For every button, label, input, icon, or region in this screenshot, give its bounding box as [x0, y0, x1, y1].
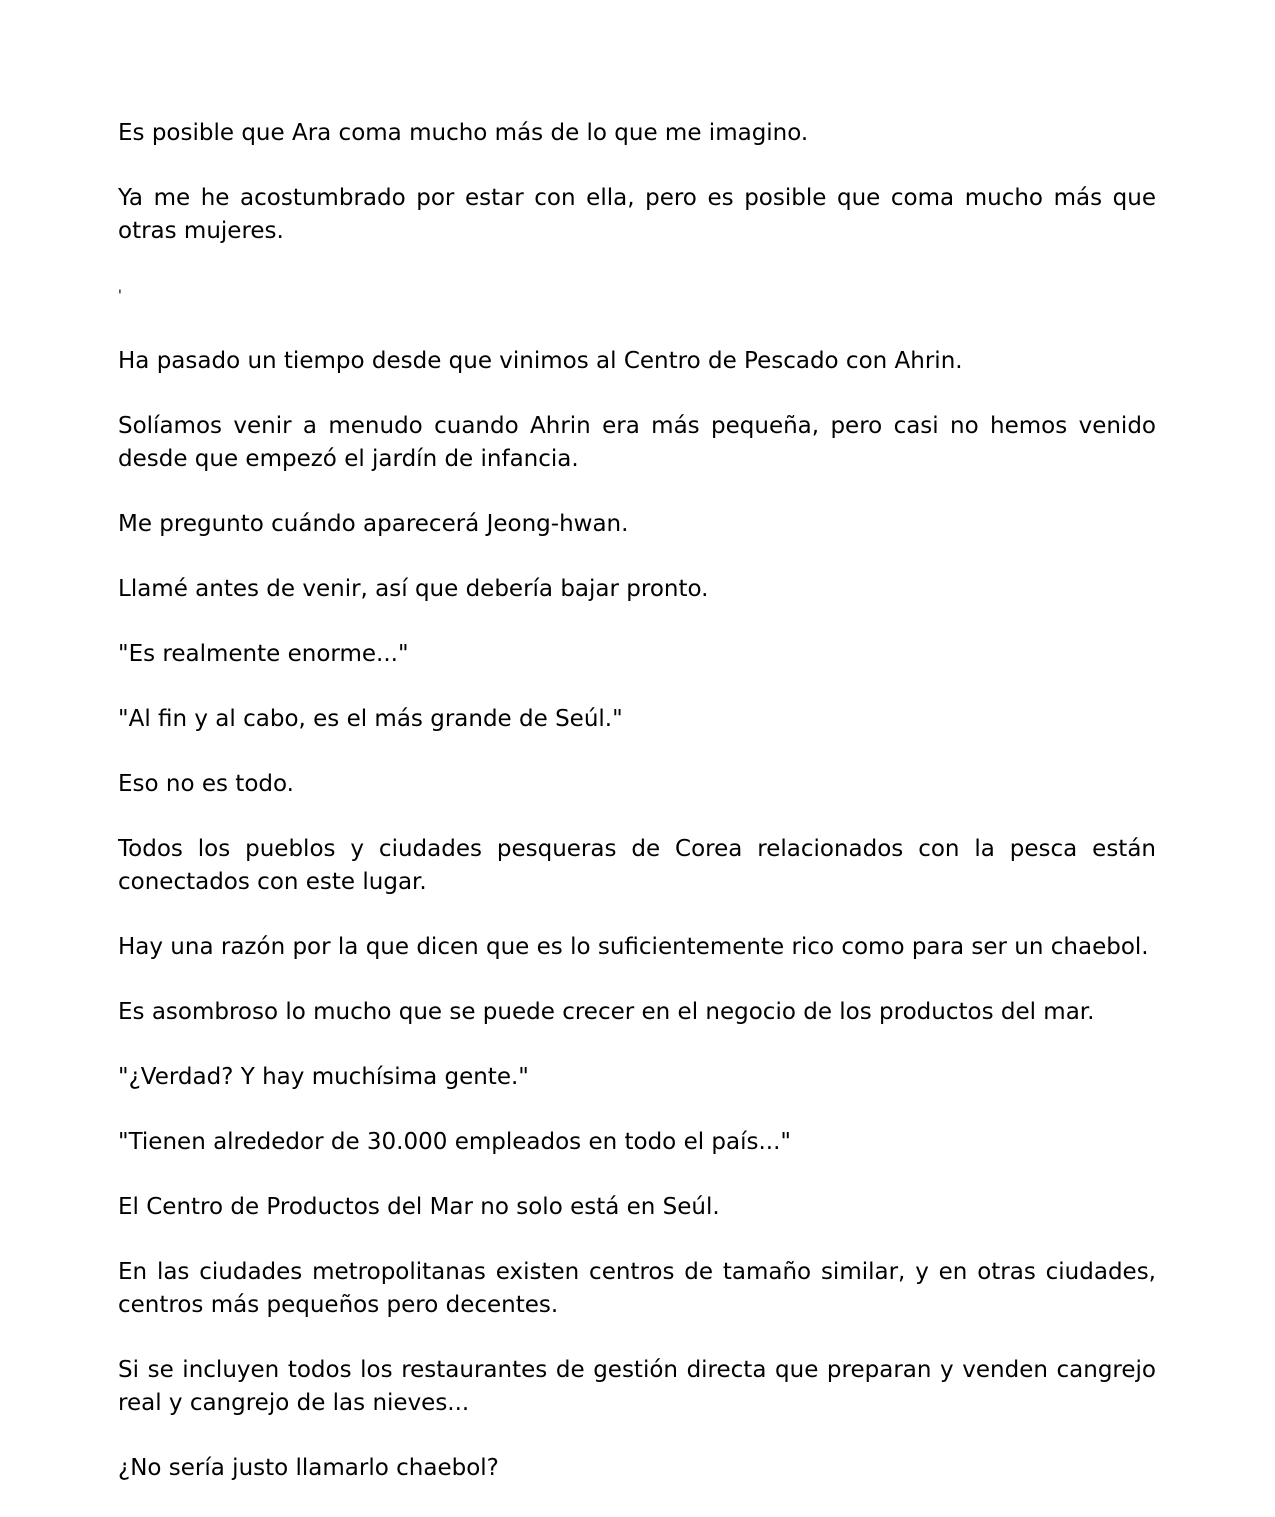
paragraph: Es asombroso lo mucho que se puede crecer en el negocio de los productos del mar. — [118, 999, 1095, 1025]
paragraph: Ha pasado un tiempo desde que vinimos al Centro de Pescado con Ahrin. — [118, 348, 963, 374]
paragraph: Es posible que Ara coma mucho más de lo que me imagino. — [118, 120, 809, 146]
paragraph: Llamé antes de venir, así que debería bajar pronto. — [118, 576, 709, 602]
paragraph: El Centro de Productos del Mar no solo está en Seúl. — [118, 1194, 720, 1220]
paragraph: Eso no es todo. — [118, 771, 294, 797]
document-page — [118, 117, 1156, 1517]
dialogue-line: "Tienen alrededor de 30.000 empleados en todo el país..." — [118, 1129, 791, 1155]
paragraph: ¿No sería justo llamarlo chaebol? — [118, 1455, 499, 1481]
paragraph: Me pregunto cuándo aparecerá Jeong-hwan. — [118, 511, 629, 537]
dialogue-line: "¿Verdad? Y hay muchísima gente." — [118, 1064, 529, 1090]
dialogue-line: "Al fin y al cabo, es el más grande de Seúl." — [118, 706, 623, 732]
paragraph: Ya me he acostumbrado por estar con ella, pero es posible que coma mucho más que otras mujeres. — [118, 185, 1156, 244]
paragraph: Hay una razón por la que dicen que es lo suficientemente rico como para ser un chaebol. — [118, 934, 1149, 960]
paragraph: Si se incluyen todos los restaurantes de gestión directa que preparan y venden cangrejo real y cangrejo de las nieves... — [118, 1357, 1156, 1416]
paragraph: En las ciudades metropolitanas existen centros de tamaño similar, y en otras ciudades, centros más pequeños pero decentes. — [118, 1259, 1156, 1318]
scene-break-mark: ' — [118, 288, 122, 304]
paragraph: Todos los pueblos y ciudades pesqueras de Corea relacionados con la pesca están conectados con este lugar. — [118, 836, 1156, 895]
paragraph: Solíamos venir a menudo cuando Ahrin era más pequeña, pero casi no hemos venido desde que empezó el jardín de infancia. — [118, 413, 1156, 472]
dialogue-line: "Es realmente enorme..." — [118, 641, 409, 667]
